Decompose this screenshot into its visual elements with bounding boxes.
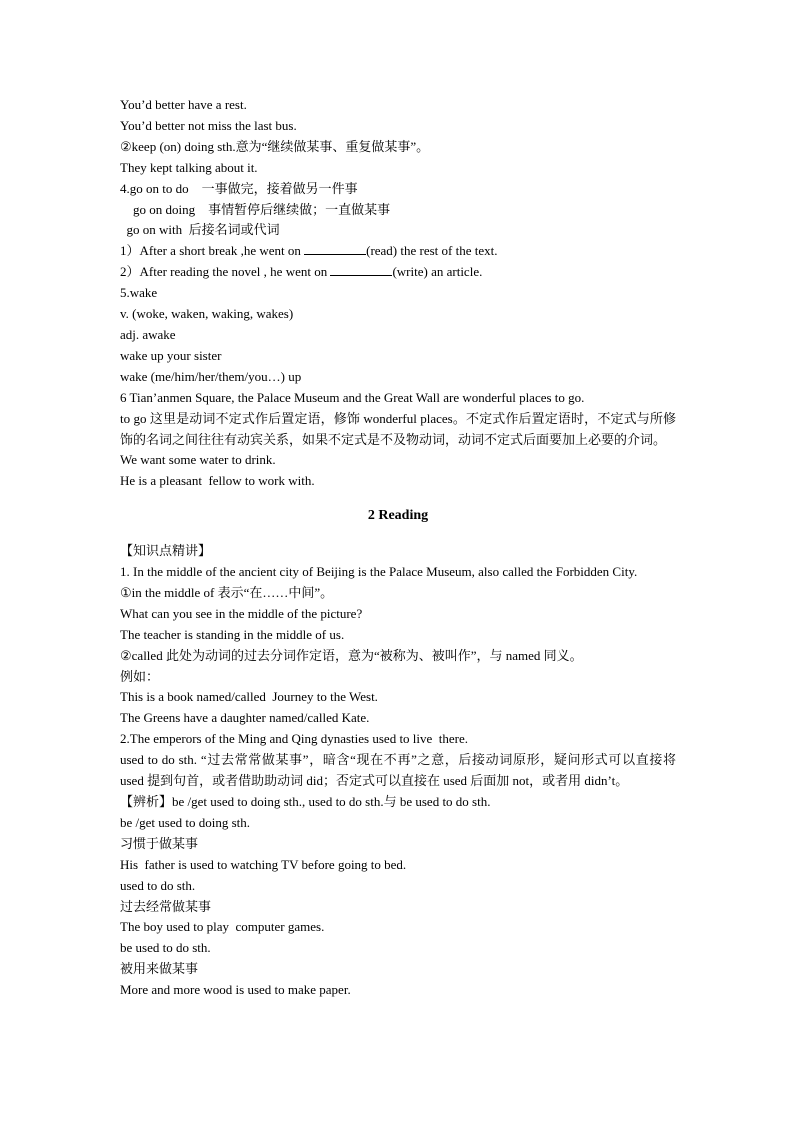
exercise-text: (read) the rest of the text. <box>366 243 498 259</box>
text-line: ②keep (on) doing sth.意为“继续做某事、重复做某事”。 <box>120 138 430 154</box>
text-line: 【辨析】be /get used to doing sth., used to do sth.与 be used to do sth. <box>120 794 491 809</box>
text-line: More and more wood is used to make paper. <box>120 982 351 998</box>
text-line: go on with 后接名词或代词 <box>120 222 280 238</box>
text-line: 4.go on to do 一事做完，接着做另一件事 <box>120 180 358 196</box>
exercise-line <box>120 241 676 262</box>
text-line: 被用来做某事 <box>120 961 199 977</box>
text-line: 2.The emperors of the Ming and Qing dynasties used to live there. <box>120 731 469 747</box>
text-line: The boy used to play computer games. <box>120 919 325 935</box>
section-title: 2 Reading <box>367 508 429 524</box>
paragraph: used to do sth. “过去常常做某事”，暗含“现在不再”之意，后接动词原形，疑问形式可以直接将 used 提到句首，或者借助助动词 did；否定式可以直接在 used 后面加 not，或者用 didn’t。 <box>120 752 676 789</box>
text-line: The teacher is standing in the middle of us. <box>120 626 345 642</box>
text-line: wake up your sister <box>120 347 222 363</box>
paragraph: 1. In the middle of the ancient city of Beijing is the Palace Museum, also called the Forbidden City. <box>120 564 638 580</box>
text-line: be /get used to doing sth. <box>120 814 250 830</box>
text-line: ①in the middle of 表示“在……中间”。 <box>120 584 334 600</box>
exercise-line <box>120 262 676 283</box>
text-line: wake (me/him/her/them/you…) up <box>120 368 302 384</box>
text-line: 过去经常做某事 <box>120 898 212 914</box>
text-line: 【知识点精讲】 <box>120 543 212 559</box>
document-page <box>120 95 676 1001</box>
text-line: 习惯于做某事 <box>120 835 199 851</box>
text-line: adj. awake <box>120 326 176 342</box>
text-line: This is a book named/called Journey to the West. <box>120 689 378 705</box>
text-line: 6 Tian’anmen Square, the Palace Museum and the Great Wall are wonderful places to go. <box>120 389 585 405</box>
paragraph: to go 这里是动词不定式作后置定语，修饰 wonderful places。不定式作后置定语时，不定式与所修饰的名词之间往往有动宾关系，如果不定式是不及物动词，动词不定式后面要加上必要的介词。 <box>120 410 676 447</box>
text-line: We want some water to drink. <box>120 452 276 468</box>
text-line: They kept talking about it. <box>120 159 258 175</box>
text-line: be used to do sth. <box>120 940 211 956</box>
fill-in-blank[interactable] <box>304 242 366 255</box>
text-line: go on doing 事情暂停后继续做；一直做某事 <box>120 201 391 217</box>
text-line: used to do sth. <box>120 877 196 893</box>
text-line: His father is used to watching TV before going to bed. <box>120 856 407 872</box>
text-line: v. (woke, waken, waking, wakes) <box>120 306 294 322</box>
exercise-text: 2）After reading the novel , he went on <box>120 264 331 280</box>
fill-in-blank[interactable] <box>330 263 392 276</box>
text-line: He is a pleasant fellow to work with. <box>120 473 315 489</box>
exercise-text: (write) an article. <box>392 264 483 280</box>
text-line: 5.wake <box>120 285 158 301</box>
text-line: You’d better have a rest. <box>120 97 247 112</box>
text-line: The Greens have a daughter named/called Kate. <box>120 710 370 726</box>
text-line: What can you see in the middle of the picture? <box>120 605 363 621</box>
exercise-text: 1）After a short break ,he went on <box>120 243 305 259</box>
text-line: You’d better not miss the last bus. <box>120 117 297 133</box>
text-line: 例如： <box>120 668 160 684</box>
text-line: ②called 此处为动词的过去分词作定语，意为“被称为、被叫作”，与 named 同义。 <box>120 647 583 663</box>
